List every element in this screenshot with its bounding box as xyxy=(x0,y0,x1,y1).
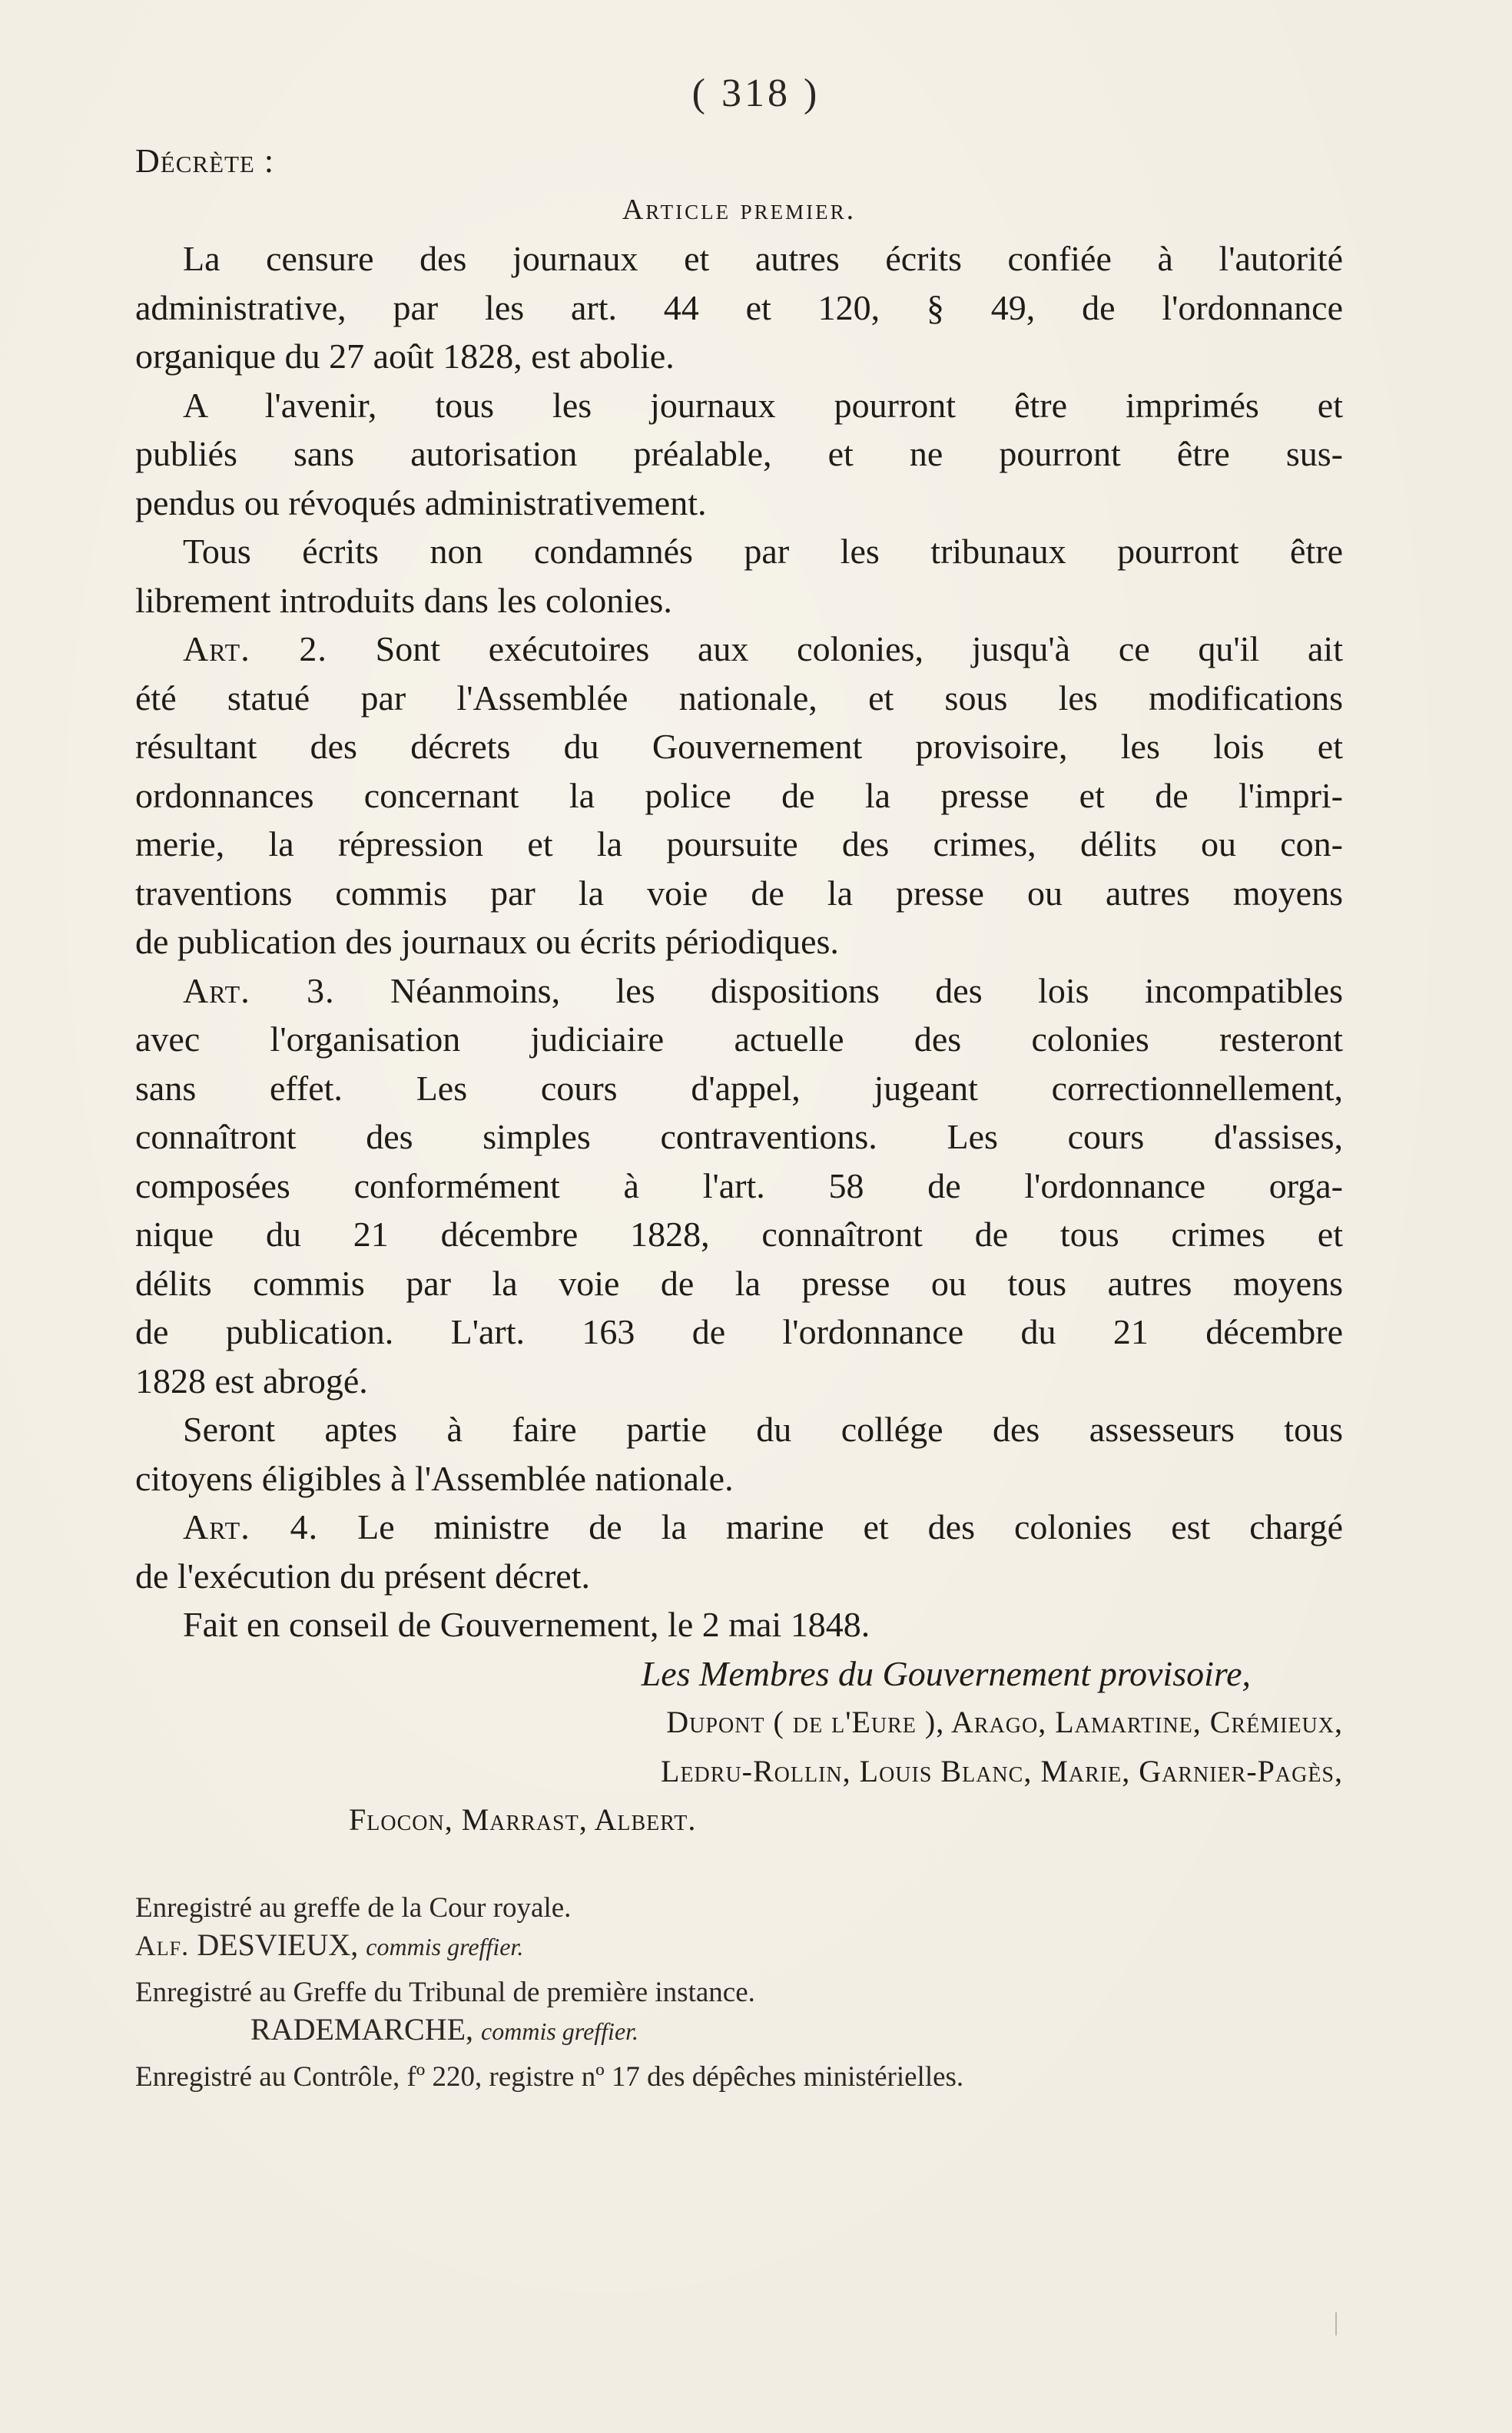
text-line: A l'avenir, tous les journaux pourront être imprimés et xyxy=(183,385,1343,425)
text-line: 1828 est abrogé. xyxy=(135,1361,368,1400)
text-line: de l'exécution du présent décret. xyxy=(135,1556,590,1596)
text-line: ordonnances concernant la police de la presse et de l'impri- xyxy=(135,775,1343,815)
article-text: Néanmoins, les dispositions des lois incompatibles xyxy=(334,970,1343,1010)
decree-heading: Décrète : xyxy=(135,142,275,180)
registry-cour-royale: Enregistré au greffe de la Cour royale. xyxy=(135,1892,572,1924)
text-line: composées conformément à l'art. 58 de l'ordonnance orga- xyxy=(135,1165,1343,1205)
text-line: administrative, par les art. 44 et 120, § 49, de l'ordonnance xyxy=(135,287,1343,327)
signers-line: Ledru-Rollin, Louis Blanc, Marie, Garnier-Pagès, xyxy=(661,1753,1343,1788)
registry-controle: Enregistré au Contrôle, fº 220, registre nº 17 des dépêches ministérielles. xyxy=(135,2061,964,2093)
clerk-signature xyxy=(135,1927,1364,1964)
article-label: Art. 2. xyxy=(183,629,327,668)
text-line xyxy=(135,625,1343,674)
article-text: Le ministre de la marine et des colonies est chargé xyxy=(318,1507,1343,1546)
article-label: Art. 3. xyxy=(183,970,335,1010)
text-line: délits commis par la voie de la presse ou tous autres moyens xyxy=(135,1263,1343,1303)
page-number: ( 318 ) xyxy=(691,71,821,115)
signers-intro: Les Membres du Gouvernement provisoire, xyxy=(641,1653,1251,1693)
text-line: organique du 27 août 1828, est abolie. xyxy=(135,336,675,376)
text-line: Tous écrits non condamnés par les tribunaux pourront être xyxy=(183,532,1343,571)
clerk-role: commis greffier. xyxy=(481,2017,639,2045)
text-line: merie, la répression et la poursuite des crimes, délits ou con- xyxy=(135,824,1343,863)
decree-paragraphs xyxy=(135,234,1343,1649)
text-line xyxy=(135,966,1343,1016)
clerk-prefix: Alf. xyxy=(135,1931,190,1962)
text-line: connaîtront des simples contraventions. Les cours d'assises, xyxy=(135,1117,1343,1156)
signers-line: Flocon, Marrast, Albert. xyxy=(349,1802,697,1837)
article-label: Art. 4. xyxy=(183,1507,319,1546)
text-line: pendus ou révoqués administrativement. xyxy=(135,482,707,522)
text-line: librement introduits dans les colonies. xyxy=(135,580,672,620)
signers-line: Dupont ( de l'Eure ), Arago, Lamartine, Crémieux, xyxy=(666,1705,1343,1739)
text-line: résultant des décrets du Gouvernement provisoire, les lois et xyxy=(135,727,1343,766)
clerk-role: commis greffier. xyxy=(366,1933,524,1961)
text-line: de publication des journaux ou écrits périodiques. xyxy=(135,922,839,961)
text-line: citoyens éligibles à l'Assemblée nationale. xyxy=(135,1458,734,1498)
registry-tribunal: Enregistré au Greffe du Tribunal de première instance. xyxy=(135,1977,755,2008)
text-line: publiés sans autorisation préalable, et ne pourront être sus- xyxy=(135,434,1343,473)
text-line: été statué par l'Assemblée nationale, et sous les modifications xyxy=(135,678,1343,718)
article-text: Sont exécutoires aux colonies, jusqu'à ce qu'il ait xyxy=(327,629,1343,668)
text-line: Fait en conseil de Gouvernement, le 2 mai 1848. xyxy=(183,1605,870,1644)
text-line: Seront aptes à faire partie du collége des assesseurs tous xyxy=(183,1410,1343,1449)
registration-notes xyxy=(135,1890,1364,2096)
article-premier-title: Article premier. xyxy=(622,193,857,226)
text-line: La censure des journaux et autres écrits confiée à l'autorité xyxy=(183,239,1343,278)
clerk-name: DESVIEUX, xyxy=(189,1928,366,1962)
text-line: de publication. L'art. 163 de l'ordonnance du 21 décembre xyxy=(135,1312,1343,1351)
text-line: nique du 21 décembre 1828, connaîtront de tous crimes et xyxy=(135,1215,1343,1254)
clerk-name: RADEMARCHE, xyxy=(250,2012,482,2047)
page-edge-mark xyxy=(1335,2312,1337,2335)
text-line xyxy=(135,1503,1343,1552)
text-line: sans effet. Les cours d'appel, jugeant correctionnellement, xyxy=(135,1068,1343,1108)
text-line: avec l'organisation judiciaire actuelle des colonies resteront xyxy=(135,1019,1343,1059)
text-line: traventions commis par la voie de la presse ou autres moyens xyxy=(135,873,1343,913)
clerk-signature xyxy=(135,2011,1364,2048)
decree-body xyxy=(135,137,1343,1845)
